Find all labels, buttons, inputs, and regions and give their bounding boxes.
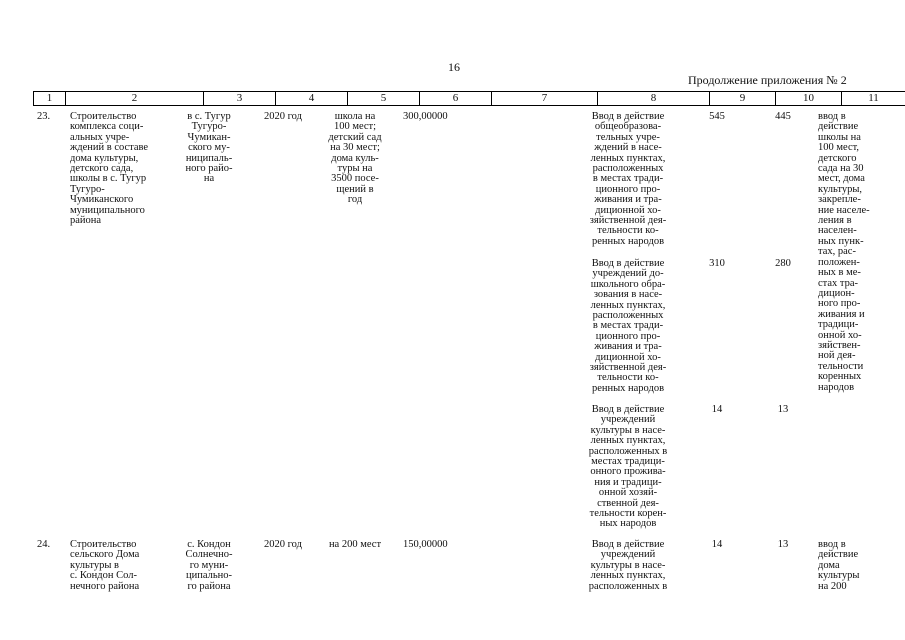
project-capacity: на 200 мест (328, 539, 382, 550)
header-cell: 10 (776, 92, 842, 105)
indicator-plan-value: 14 (711, 539, 723, 550)
indicator-text: Ввод в действие учреждений до- школьного обра- зования в насе- ленных пунктах, расположенных в местах тради- ционного про- живания и тра- диционной хо- зяйственной дея- тельности ко- ренных народов (589, 258, 667, 394)
appendix-continuation-label: Продолжение приложения № 2 (688, 73, 847, 87)
page-number: 16 (448, 60, 460, 74)
header-cell: 9 (710, 92, 776, 105)
header-cell: 1 (34, 92, 66, 105)
project-location: с. Кондон Солнечно- го муни- ципально- го района (185, 539, 233, 592)
indicator-text: Ввод в действие учреждений культуры в насе- ленных пунктах, расположенных в (588, 539, 668, 592)
expected-result: ввод в действие дома культуры на 200 (818, 539, 860, 592)
project-cost: 300,00000 (403, 111, 448, 122)
indicator-text: Ввод в действие общеобразова- тельных учре- ждений в насе- ленных пунктах, расположенных в местах тради- ционного про- живания и тра- диционной хо- зяйственной дея- тельности ко- ренных народов (589, 111, 667, 247)
header-cell: 11 (842, 92, 905, 105)
indicator-plan-value: 545 (709, 111, 725, 122)
indicator-fact-value: 13 (777, 404, 789, 415)
header-cell: 8 (598, 92, 710, 105)
indicator-fact-value: 445 (775, 111, 791, 122)
indicator-plan-value: 310 (709, 258, 725, 269)
indicator-text: Ввод в действие учреждений культуры в насе- ленных пунктах, расположенных в местах традици- онного прожива- ния и традици- онной хозяй- ственной дея- тельности корен- ных народов (588, 404, 668, 530)
header-cell: 6 (420, 92, 492, 105)
header-cell: 5 (348, 92, 420, 105)
project-name: Строительство сельского Дома культуры в с. Кондон Сол- нечного района (70, 539, 140, 592)
row-number: 23. (37, 111, 51, 122)
indicator-plan-value: 14 (711, 404, 723, 415)
project-location: в с. Тугур Тугуро- Чумикан- ского му- ниципаль- ного райо- на (185, 111, 233, 185)
project-year: 2020 год (264, 111, 302, 122)
indicator-fact-value: 280 (775, 258, 791, 269)
project-year: 2020 год (264, 539, 302, 550)
header-cell: 2 (66, 92, 204, 105)
table-header-row (33, 91, 905, 106)
indicator-fact-value: 13 (777, 539, 789, 550)
row-number: 24. (37, 539, 51, 550)
project-cost: 150,00000 (403, 539, 448, 550)
project-name: Строительство комплекса соци- альных учре- ждений в составе дома культуры, детского сада, школы в с. Тугур Тугуро- Чумиканского муниципального района (70, 111, 149, 227)
project-capacity: школа на 100 мест; детский сад на 30 мест; дома куль- туры на 3500 посе- щений в год (328, 111, 382, 206)
expected-result: ввод в действие школы на 100 мест, детского сада на 30 мест, дома культуры, закрепле- ние населе- ления в населен- ных пунк- тах, рас- положен- ных в ме- стах тра- дицион- ного про- живания и традици- онной хо- зяйствен- ной дея- тельности коренных народов (818, 111, 870, 393)
header-cell: 3 (204, 92, 276, 105)
header-cell: 4 (276, 92, 348, 105)
header-cell: 7 (492, 92, 598, 105)
